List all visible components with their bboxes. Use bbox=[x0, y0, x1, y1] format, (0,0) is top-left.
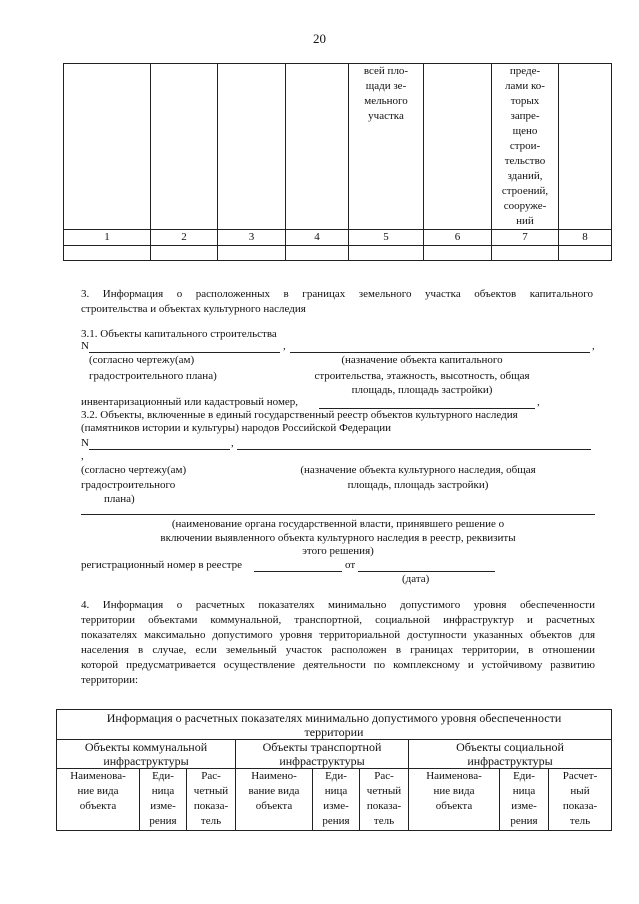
subheader-cell bbox=[140, 769, 187, 831]
group-transport bbox=[236, 740, 409, 769]
from-label: от bbox=[345, 559, 356, 571]
top-table-cell bbox=[559, 246, 612, 261]
table-title-cell bbox=[57, 710, 612, 740]
top-table-cell bbox=[559, 64, 612, 230]
subheader-cell bbox=[549, 769, 612, 831]
subheader-cell bbox=[187, 769, 236, 831]
group-label: инфраструктуры bbox=[467, 754, 553, 768]
n-label: N bbox=[81, 340, 89, 352]
top-table-cell bbox=[349, 246, 424, 261]
subheader-cell bbox=[500, 769, 549, 831]
subheader-cell bbox=[313, 769, 360, 831]
table-group-row bbox=[57, 740, 612, 769]
section4-line: населения в случае, если земельный участок расположен в границах территории, в отношении bbox=[81, 644, 595, 656]
inventory-label: инвентаризационный или кадастровый номер, bbox=[81, 396, 299, 408]
note-drawing-ref-2: градостроительного плана) bbox=[89, 370, 217, 382]
comma-separator: , bbox=[231, 437, 234, 449]
subheader-text: Еди- ница изме- рения bbox=[322, 770, 350, 827]
date-note: (дата) bbox=[402, 573, 430, 585]
top-table-cell bbox=[349, 64, 424, 230]
subheader-text: Наименова- ние вида объекта bbox=[70, 770, 126, 812]
group-label: Объекты транспортной bbox=[262, 740, 382, 754]
organ-note-1: (наименование органа государственной власти, принявшего решение о bbox=[171, 518, 505, 530]
group-social bbox=[409, 740, 612, 769]
top-table bbox=[63, 63, 612, 261]
note2-heritage-purpose-1: (назначение объекта культурного наследия, общая bbox=[300, 464, 536, 476]
section4-last-line: территории: bbox=[81, 674, 139, 686]
top-table-cell bbox=[424, 64, 492, 230]
group-label: инфраструктуры bbox=[279, 754, 365, 768]
section4-line: 4. Информация о расчетных показателях минимально допустимого уровня обеспеченности bbox=[81, 599, 595, 611]
group-label: Объекты социальной bbox=[456, 740, 564, 754]
comma-separator: , bbox=[537, 396, 540, 408]
section4-line: территории объектами коммунальной, транспортной, социальной инфраструктур и расчетных bbox=[81, 614, 595, 626]
top-table-cell bbox=[64, 64, 151, 230]
top-table-cell bbox=[151, 246, 218, 261]
note-object-purpose-1: (назначение объекта капитального bbox=[341, 354, 503, 366]
subheader-cell bbox=[360, 769, 409, 831]
subheader-text: Еди- ница изме- рения bbox=[510, 770, 538, 827]
top-table-cell bbox=[64, 246, 151, 261]
subheader-text: Наимено- вание вида объекта bbox=[248, 770, 300, 812]
note2-drawing-ref-1: (согласно чертежу(ам) bbox=[81, 464, 187, 476]
registration-underline bbox=[254, 571, 342, 572]
organ-underline bbox=[81, 514, 595, 515]
top-table-cell bbox=[151, 64, 218, 230]
note-object-purpose-2: строительства, этажность, высотность, общая bbox=[314, 370, 530, 382]
n-label: N bbox=[81, 437, 89, 449]
subheader-text: Расчет- ный показа- тель bbox=[562, 770, 598, 827]
note2-drawing-ref-2: градостроительного bbox=[81, 479, 176, 491]
top-table-cell bbox=[424, 246, 492, 261]
organ-note-3: этого решения) bbox=[302, 545, 374, 557]
column-number: 7 bbox=[492, 230, 559, 246]
registration-label: регистрационный номер в реестре bbox=[81, 559, 243, 571]
table-subheader-row bbox=[57, 769, 612, 831]
table-title-line2: территории bbox=[304, 725, 364, 739]
section32-line1: 3.2. Объекты, включенные в единый государственный реестр объектов культурного наследия bbox=[81, 409, 518, 421]
section4-line: которой предусматривается осуществление деятельности по комплексному и устойчивому развитию bbox=[81, 659, 595, 671]
subheader-text: Еди- ница изме- рения bbox=[149, 770, 177, 827]
comma-separator: , bbox=[592, 340, 595, 352]
top-table-empty-row bbox=[64, 246, 612, 261]
top-table-cell bbox=[286, 64, 349, 230]
purpose-underline bbox=[237, 449, 591, 450]
top-table-cell bbox=[218, 64, 286, 230]
section3-heading-line1: 3. Информация о расположенных в границах земельного участка объектов капитального bbox=[81, 288, 593, 300]
column-number: 6 bbox=[424, 230, 492, 246]
note2-drawing-ref-3: плана) bbox=[104, 493, 135, 505]
table-title-line1: Информация о расчетных показателях минимально допустимого уровня обеспеченности bbox=[106, 711, 562, 725]
note-drawing-ref: (согласно чертежу(ам) bbox=[89, 354, 195, 366]
number-underline bbox=[89, 449, 230, 450]
subheader-cell bbox=[409, 769, 500, 831]
top-table-header-row bbox=[64, 64, 612, 230]
col7-header-text: преде- лами ко- торых запре- щено строи- тельство зданий, строений, сооруже- ний bbox=[501, 65, 549, 227]
column-number: 5 bbox=[349, 230, 424, 246]
col5-header-text: всей пло- щади зе- мельного участка bbox=[363, 65, 409, 122]
section4-line: показателях максимально допустимого уровня территориальной доступности указанных объектов для bbox=[81, 629, 595, 641]
group-label: Объекты коммунальной bbox=[84, 740, 208, 754]
column-number: 3 bbox=[218, 230, 286, 246]
table-title-row bbox=[57, 710, 612, 740]
subheader-cell bbox=[57, 769, 140, 831]
page-number: 20 bbox=[313, 31, 326, 46]
note2-heritage-purpose-2: площадь, площадь застройки) bbox=[347, 479, 489, 491]
subheader-text: Наименова- ние вида объекта bbox=[426, 770, 482, 812]
column-number: 8 bbox=[559, 230, 612, 246]
top-table-number-row bbox=[64, 230, 612, 246]
top-table-cell bbox=[218, 246, 286, 261]
section32-line2: (памятников истории и культуры) народов Российской Федерации bbox=[81, 422, 392, 434]
top-table-cell bbox=[492, 246, 559, 261]
comma-separator: , bbox=[283, 340, 286, 352]
subheader-cell bbox=[236, 769, 313, 831]
group-communal bbox=[57, 740, 236, 769]
subheader-text: Рас- четный показа- тель bbox=[366, 770, 402, 827]
column-number: 2 bbox=[151, 230, 218, 246]
infrastructure-table bbox=[56, 709, 612, 831]
subheader-text: Рас- четный показа- тель bbox=[193, 770, 229, 827]
organ-note-2: включении выявленного объекта культурного наследия в реестр, реквизиты bbox=[160, 532, 516, 544]
column-number: 4 bbox=[286, 230, 349, 246]
top-table-cell bbox=[492, 64, 559, 230]
section3-heading-line2: строительства и объектах культурного наследия bbox=[81, 303, 306, 315]
column-number: 1 bbox=[64, 230, 151, 246]
note-object-purpose-3: площадь, площадь застройки) bbox=[351, 384, 493, 396]
section31-title: 3.1. Объекты капитального строительства bbox=[81, 328, 277, 340]
comma-separator: , bbox=[81, 450, 84, 462]
group-label: инфраструктуры bbox=[103, 754, 189, 768]
top-table-cell bbox=[286, 246, 349, 261]
